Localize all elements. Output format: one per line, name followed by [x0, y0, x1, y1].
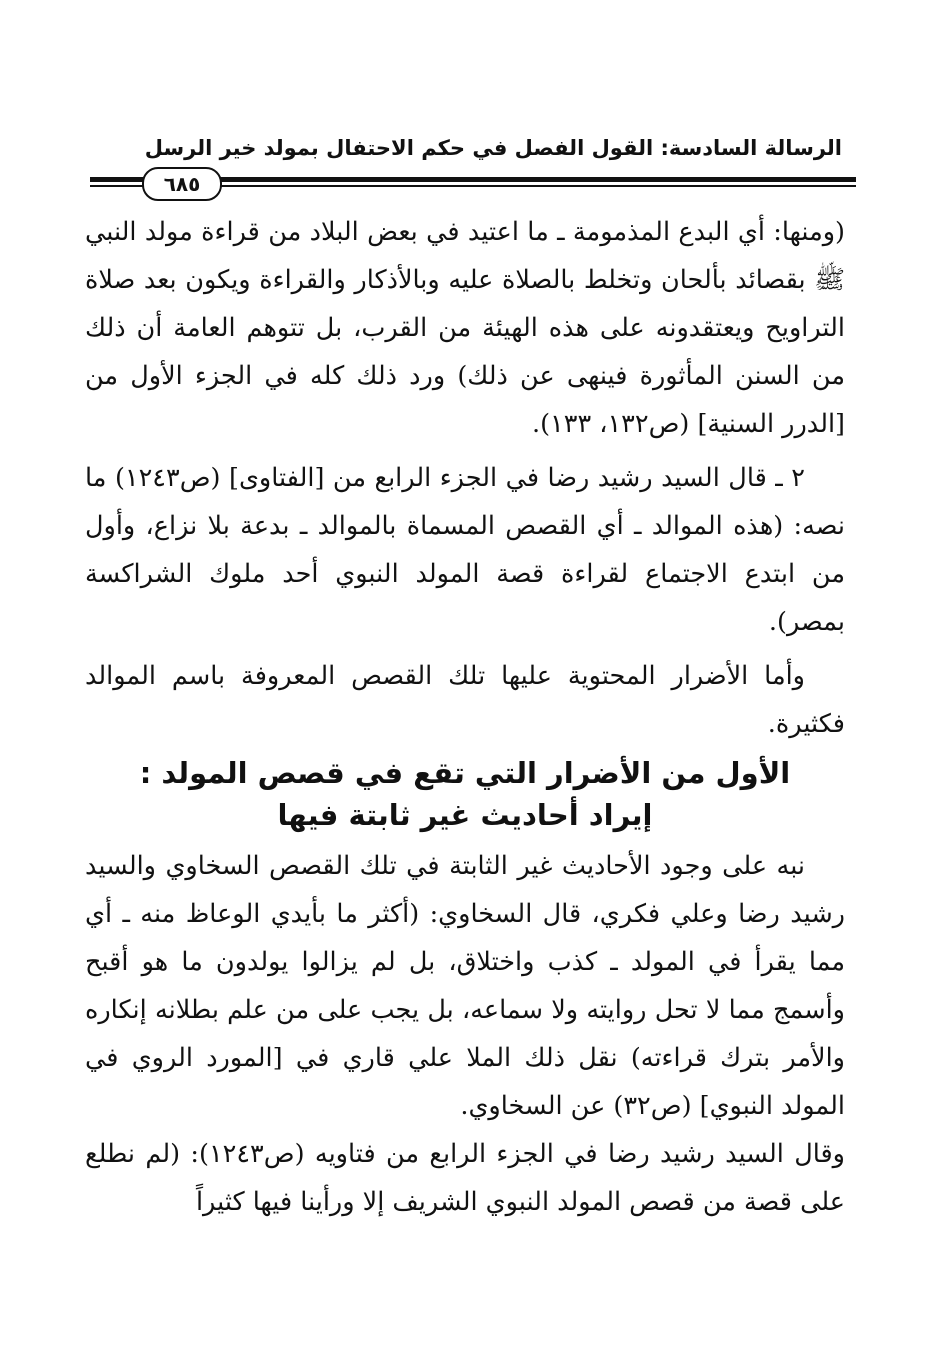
main-text	[85, 208, 845, 1226]
section-heading	[85, 752, 845, 836]
paragraph-2: ٢ ـ قال السيد رشيد رضا في الجزء الرابع من [الفتاوى] (ص١٢٤٣) ما نصه: (هذه الموالد ـ أي القصص المسماة بالموالد ـ بدعة بلا نزاع، وأول من ابتدع الاجتماع لقراءة قصة المولد النبوي أحد ملوك الشراكسة بمصر).	[85, 463, 845, 637]
paragraph-4: نبه على وجود الأحاديث غير الثابتة في تلك القصص السخاوي والسيد رشيد رضا وعلي فكري، قال السخاوي: (أكثر ما بأيدي الوعاظ منه ـ أي مما يقرأ في المولد ـ كذب واختلاق، بل لم يزالوا يولدون ما هو أقبح وأسمج مما لا تحل روايته ولا سماعه، بل يجب على من علم بطلانه إنكاره والأمر بترك قراءته) نقل ذلك الملا علي قاري في [المورد الروي في المولد النبوي] (ص٣٢) عن السخاوي.	[85, 851, 845, 1121]
paragraph-5: وقال السيد رشيد رضا في الجزء الرابع من فتاويه (ص١٢٤٣): (لم نطلع على قصة من قصص المولد النبوي الشريف إلا ورأينا فيها كثيراً	[85, 1139, 845, 1217]
paragraph-1: (ومنها: أي البدع المذمومة ـ ما اعتيد في بعض البلاد من قراءة مولد النبي ﷺ بقصائد بألحان وتخلط بالصلاة عليه وبالأذكار والقراءة ويكون بعد صلاة التراويح ويعتقدونه على هذه الهيئة من القرب، بل تتوهم العامة أن ذلك من السنن المأثورة فينهى عن ذلك) ورد ذلك كله في الجزء الأول من [الدرر السنية] (ص١٣٢، ١٣٣).	[85, 217, 845, 439]
paragraph-3: وأما الأضرار المحتوية عليها تلك القصص المعروفة باسم الموالد فكثيرة.	[85, 661, 845, 739]
section-heading-line-1: الأول من الأضرار التي تقع في قصص المولد :	[139, 756, 791, 790]
section-heading-line-2: إيراد أحاديث غير ثابتة فيها	[277, 798, 653, 832]
page-number: ٦٨٥	[142, 167, 222, 201]
running-title: الرسالة السادسة: القول الفصل في حكم الاحتفال بمولد خير الرسل	[144, 136, 842, 160]
